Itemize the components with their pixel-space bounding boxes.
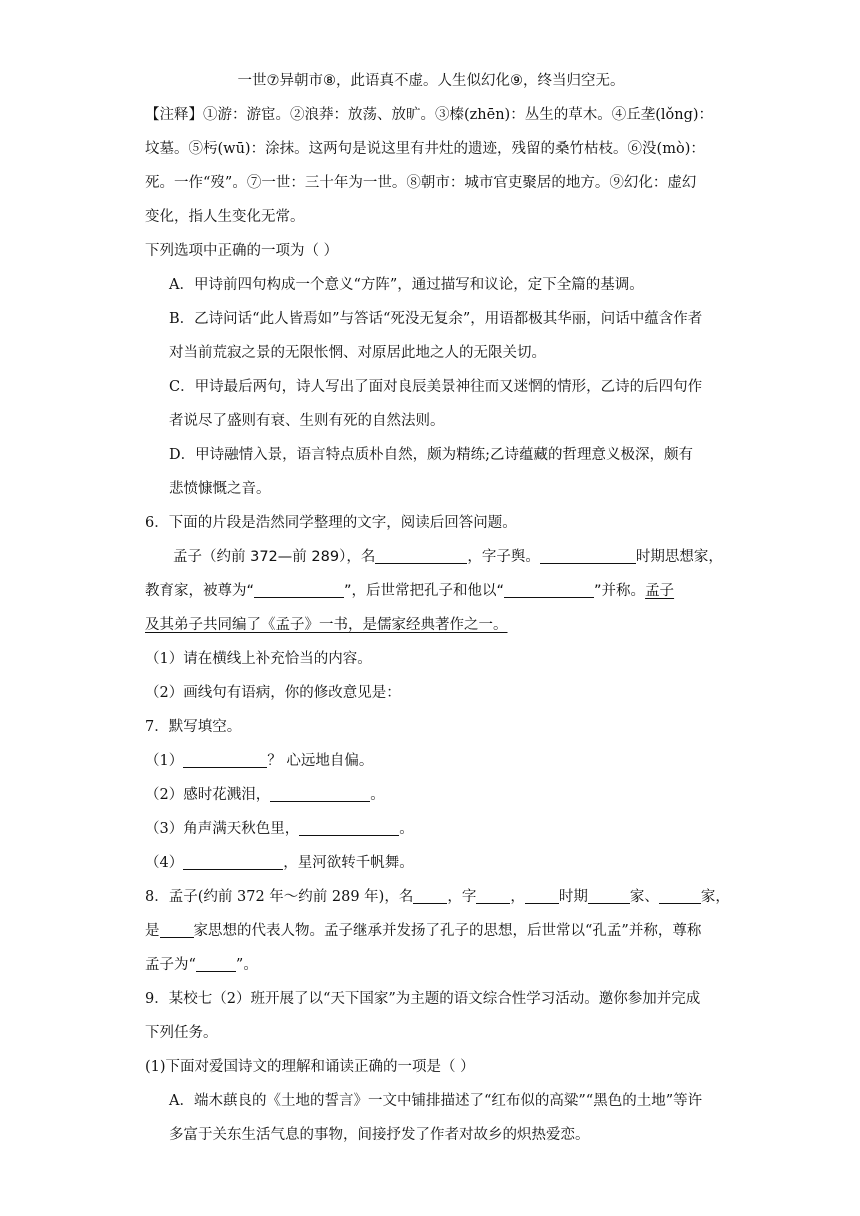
fill-blank[interactable] xyxy=(160,921,194,938)
document-page xyxy=(145,64,730,1152)
fill-blank[interactable] xyxy=(299,819,399,836)
q7-line2 xyxy=(145,778,717,812)
fill-blank[interactable] xyxy=(196,955,236,972)
q7-line4 xyxy=(145,846,717,880)
q8-line2 xyxy=(145,914,717,948)
q6-stem: 6．下面的片段是浩然同学整理的文字，阅读后回答问题。 xyxy=(145,515,517,531)
q9-option-a: A．端木蕻良的《土地的誓言》一文中铺排描述了“红布似的高粱”“黑色的土地”等许 xyxy=(169,1093,703,1109)
q7-stem: 7．默写填空。 xyxy=(145,719,242,735)
fill-blank[interactable] xyxy=(254,581,344,598)
q8-line1 xyxy=(145,880,730,914)
q9-stem-cont: 下列任务。 xyxy=(145,1025,218,1041)
q8-line3 xyxy=(145,948,717,982)
q6-text: 时期思想家， xyxy=(635,549,723,565)
fill-blank[interactable] xyxy=(413,887,447,904)
q5-option-d-cont: 悲愤慷慨之音。 xyxy=(169,481,271,497)
notes-line: 变化，指人生变化无常。 xyxy=(145,209,305,225)
q8-text: 孟子为“ xyxy=(145,957,196,973)
q7-line1 xyxy=(145,744,717,778)
q8-text: 时期 xyxy=(558,889,588,905)
q7-text: （2）感时花溅泪， xyxy=(145,787,271,803)
q7-text: 。 xyxy=(370,787,385,803)
q5-option-a: A．甲诗前四句构成一个意义“方阵”，通过描写和议论，定下全篇的基调。 xyxy=(169,277,644,293)
fill-blank[interactable] xyxy=(476,887,510,904)
q6-passage-line2 xyxy=(145,574,717,608)
q6-underlined-text: 孟子 xyxy=(645,583,675,599)
q7-text: ，星河欲转千帆舞。 xyxy=(283,855,414,871)
q9-sub1: (1)下面对爱国诗文的理解和诵读正确的一项是（ ） xyxy=(145,1059,475,1075)
q6-text: ，字子舆。 xyxy=(467,549,540,565)
q5-option-c-cont: 者说尽了盛则有衰、生则有死的自然法则。 xyxy=(169,413,445,429)
fill-blank[interactable] xyxy=(525,887,559,904)
q6-sub2: （2）画线句有语病，你的修改意见是： xyxy=(145,685,401,701)
fill-blank[interactable] xyxy=(183,853,283,870)
fill-blank[interactable] xyxy=(270,785,370,802)
q6-sub1: （1）请在横线上补充恰当的内容。 xyxy=(145,651,372,667)
q7-text: ？ 心远地自偏。 xyxy=(267,753,374,769)
q6-text: ”并称。 xyxy=(594,583,646,599)
q6-text: 教育家，被尊为“ xyxy=(145,583,255,599)
notes-line: 坟墓。⑤杇(wū)：涂抹。这两句是说这里有井灶的遗迹，残留的桑竹枯枝。⑥没(mò)： xyxy=(145,141,705,157)
q7-text: （1） xyxy=(145,753,184,769)
q7-text: （4） xyxy=(145,855,184,871)
fill-blank[interactable] xyxy=(659,887,701,904)
q5-option-b: B．乙诗问话“此人皆焉如”与答话“死没无复余”，用语都极其华丽，问话中蕴含作者 xyxy=(169,311,703,327)
fill-blank[interactable] xyxy=(588,887,630,904)
fill-blank[interactable] xyxy=(375,547,467,564)
q8-text: ，字 xyxy=(447,889,477,905)
fill-blank[interactable] xyxy=(504,581,594,598)
q8-text: 是 xyxy=(145,923,160,939)
q5-option-c: C．甲诗最后两句，诗人写出了面对良辰美景神往而又迷惘的情形，乙诗的后四句作 xyxy=(169,379,703,395)
q8-text: ， xyxy=(510,889,525,905)
q8-text: ”。 xyxy=(235,957,258,973)
q8-text: 家、 xyxy=(629,889,659,905)
fill-blank[interactable] xyxy=(540,547,636,564)
notes-line: 【注释】①游：游宦。②浪莽：放荡、放旷。③榛(zhēn)：丛生的草木。④丘垄(lǒng)： xyxy=(145,107,714,123)
q6-text: ”，后世常把孔子和他以“ xyxy=(344,583,505,599)
q6-passage-line1 xyxy=(145,540,723,574)
q7-text: （3）角声满天秋色里， xyxy=(145,821,300,837)
q7-text: 。 xyxy=(399,821,414,837)
q7-line3 xyxy=(145,812,717,846)
q5-stem: 下列选项中正确的一项为（ ） xyxy=(145,243,339,259)
notes-line: 死。一作“歿”。⑦一世：三十年为一世。⑧朝市：城市官吏聚居的地方。⑨幻化：虚幻 xyxy=(145,175,697,191)
q6-underlined-sentence: 及其弟子共同编了《孟子》一书，是儒家经典著作之一。 xyxy=(145,617,508,633)
q5-option-b-cont: 对当前荒寂之景的无限怅惘、对原居此地之人的无限关切。 xyxy=(169,345,546,361)
q8-text: 家思想的代表人物。孟子继承并发扬了孔子的思想，后世常以“孔孟”并称，尊称 xyxy=(193,923,702,939)
q6-passage-line3 xyxy=(145,608,717,642)
q9-stem: 9．某校七（2）班开展了以“天下国家”为主题的语文综合性学习活动。邀你参加并完成 xyxy=(145,991,701,1007)
q8-text: 8．孟子(约前 372 年～约前 289 年)，名 xyxy=(145,889,414,905)
q9-option-a-cont: 多富于关东生活气息的事物，间接抒发了作者对故乡的炽热爱恋。 xyxy=(169,1127,590,1143)
q5-option-d: D．甲诗融情入景，语言特点质朴自然，颇为精练;乙诗蕴藏的哲理意义极深，颇有 xyxy=(169,447,694,463)
q8-text: 家， xyxy=(700,889,730,905)
q6-text: 孟子（约前 372—前 289），名 xyxy=(173,549,376,565)
poem-tail-line: 一世⑦异朝市⑧，此语真不虚。人生似幻化⑨，终当归空无。 xyxy=(237,73,625,89)
fill-blank[interactable] xyxy=(183,751,267,768)
